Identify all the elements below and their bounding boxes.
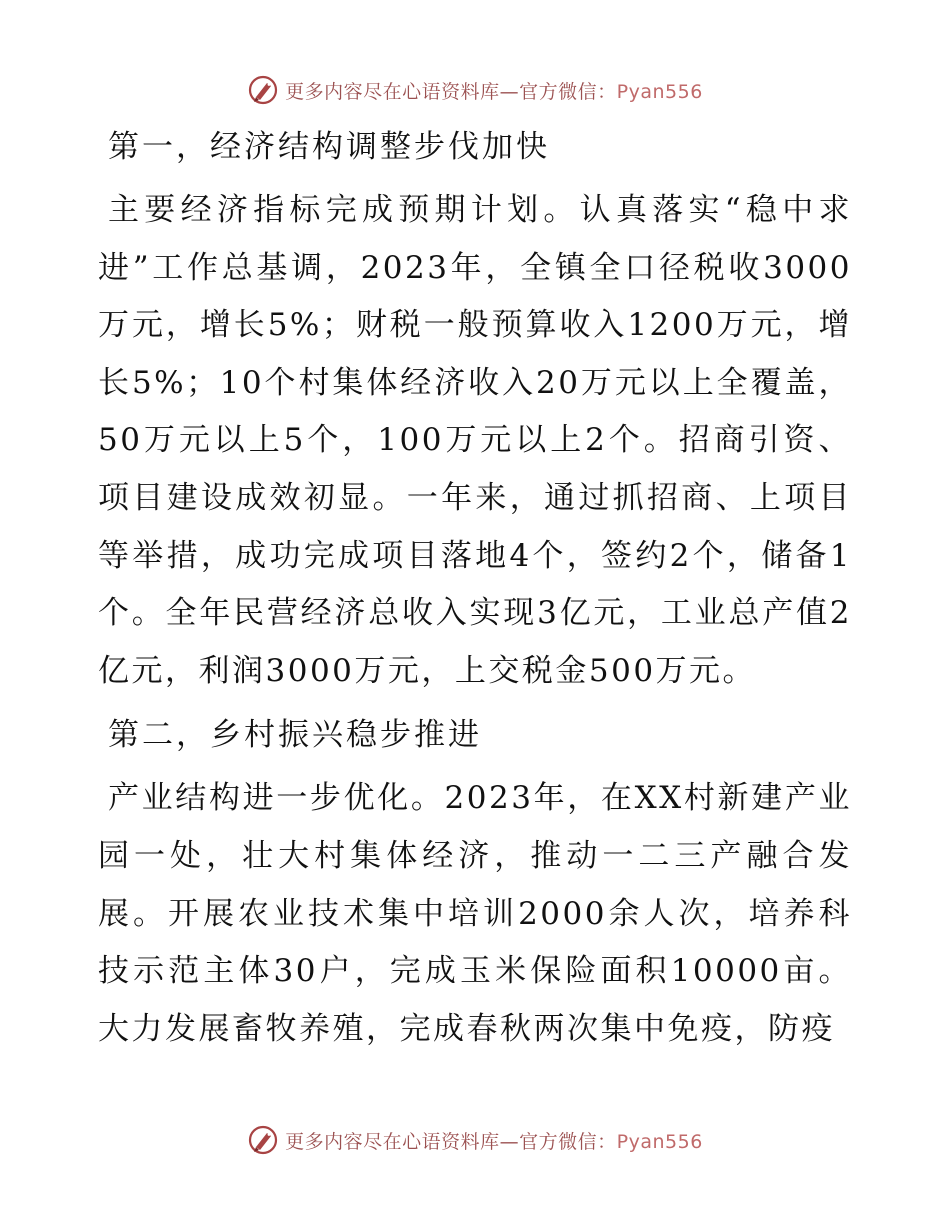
watermark-text: 更多内容尽在心语资料库—官方微信： [285, 80, 617, 103]
section-paragraph-2: 产业结构进一步优化。2023年，在XX村新建产业园一处，壮大村集体经济，推动一二三产融合发展。开展农业技术集中培训2000余人次，培养科技示范主体30户，完成玉米保险面积10000亩。大力发展畜牧养殖，完成春秋两次集中免疫，防疫 [98, 780, 852, 1047]
watermark-handle: Pyan556 [616, 1130, 703, 1153]
section-heading-2: 第二，乡村振兴稳步推进 [108, 717, 482, 754]
watermark-handle: Pyan556 [616, 80, 703, 103]
pen-circle-logo-icon [247, 74, 279, 106]
footer-watermark [0, 1122, 950, 1158]
section-heading-1: 第一，经济结构调整步伐加快 [108, 129, 550, 165]
document-body [98, 118, 852, 1064]
pen-circle-logo-icon [247, 1124, 279, 1156]
header-watermark [0, 72, 950, 108]
watermark-text: 更多内容尽在心语资料库—官方微信： [285, 1130, 617, 1153]
section-paragraph-1: 主要经济指标完成预期计划。认真落实“稳中求进”工作总基调，2023年，全镇全口径税收3000万元，增长5%；财税一般预算收入1200万元，增长5%；10个村集体经济收入20万元以上全覆盖，50万元以上5个，100万元以上2个。招商引资、项目建设成效初显。一年来，通过抓招商、上项目等举措，成功完成项目落地4个，签约2个，储备1个。全年民营经济总收入实现3亿元，工业总产值2亿元，利润3000万元，上交税金500万元。 [98, 192, 852, 689]
